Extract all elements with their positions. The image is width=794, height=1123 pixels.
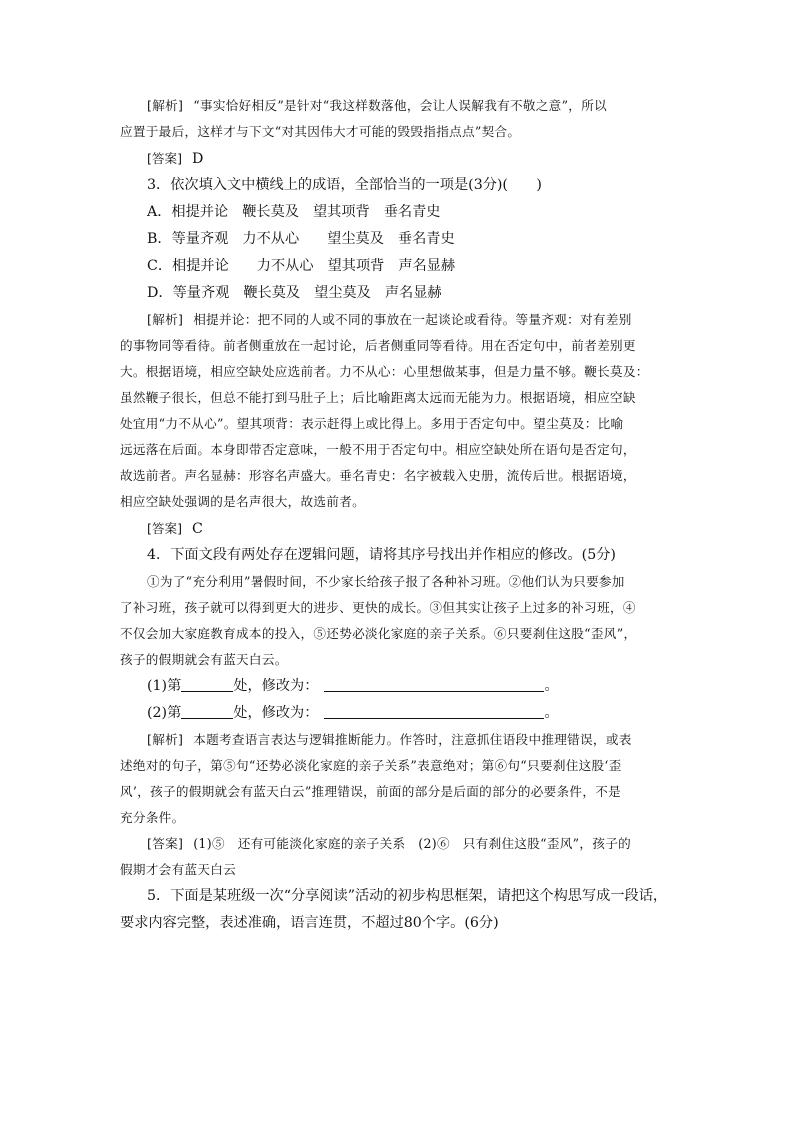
q4-analysis-line: 充分条件。 — [120, 810, 185, 825]
q4-analysis-line: 述绝对的句子，第⑤句“还势必淡化家庭的亲子关系”表意绝对；第⑥句“只要刹住这股‘歪 — [120, 758, 622, 773]
analysis-tag: [解析] — [147, 732, 184, 747]
q4-passage-line: 不仅会加大家庭教育成本的投入，⑤还势必淡化家庭的亲子关系。⑥只要刹住这股“歪风”， — [120, 626, 637, 641]
q4-fill-1: (1)第 处，修改为： 。 — [147, 678, 559, 694]
q2-analysis-line: [解析] “事实恰好相反”是针对“我这样数落他，会让人误解我有不敬之意”，所以 — [147, 98, 607, 113]
document-page — [120, 93, 680, 937]
q3-analysis-line: 虽然鞭子很长，但总不能打到马肚子上；后比喻距离太远而无能为力。根据语境，相应空缺 — [120, 390, 636, 405]
q3-option-b: B．等量齐观 力不从心 望尘莫及 垂名青史 — [147, 231, 455, 247]
q3-option-d: D．等量齐观 鞭长莫及 望尘莫及 声名显赫 — [147, 285, 442, 301]
analysis-tag: [解析] — [147, 312, 184, 327]
q4-passage-line: ①为了“充分利用”暑假时间，不少家长给孩子报了各种补习班。②他们认为只要参加 — [147, 574, 625, 589]
answer-blank[interactable] — [181, 703, 233, 719]
q5-stem-line: 5．下面是某班级一次“分享阅读”活动的初步构思框架，请把这个构思写成一段话， — [147, 888, 668, 904]
q3-analysis-line: 相应空缺处强调的是名声很大，故选前者。 — [120, 494, 365, 509]
q4-analysis-line: 风’，孩子的假期就会有蓝天白云”推理错误，前面的部分是后面的部分的必要条件，不是 — [120, 784, 622, 799]
q3-option-a: A．相提并论 鞭长莫及 望其项背 垂名青史 — [147, 204, 441, 220]
q5-stem-line: 要求内容完整，表述准确，语言连贯，不超过80个字。(6分) — [120, 915, 499, 931]
q4-answer-line: [答案] (1)⑤ 还有可能淡化家庭的亲子关系 (2)⑥ 只有刹住这股“歪风”，孩子的 — [147, 836, 631, 851]
answer-tag: [答案] — [147, 521, 183, 536]
q2-answer: [答案] D — [147, 151, 204, 167]
q3-analysis-line: 远远落在后面。本身即带否定意味，一般不用于否定句中。相应空缺处所在语句是否定句， — [120, 442, 636, 457]
q3-analysis-line: [解析] 相提并论：把不同的人或不同的事放在一起谈论或看待。等量齐观：对有差别 — [147, 312, 632, 327]
q4-stem: 4．下面文段有两处存在逻辑问题，请将其序号找出并作相应的修改。(5分) — [147, 547, 616, 563]
q3-analysis-line: 处宜用“力不从心”。望其项背：表示赶得上或比得上。多用于否定句中。望尘莫及：比喻 — [120, 416, 624, 431]
q3-analysis-line: 的事物同等看待。前者侧重放在一起讨论，后者侧重同等看待。用在否定句中，前者差别更 — [120, 338, 636, 353]
analysis-tag: [解析] — [147, 98, 184, 113]
answer-tag: [答案] — [147, 151, 183, 166]
answer-blank[interactable] — [324, 676, 544, 692]
answer-blank[interactable] — [324, 703, 544, 719]
q4-answer-line: 假期才会有蓝天白云 — [120, 862, 237, 877]
answer-tag: [答案] — [147, 836, 184, 851]
q4-fill-2: (2)第 处，修改为： 。 — [147, 705, 559, 721]
q3-analysis-line: 故选前者。声名显赫：形容名声盛大。垂名青史：名字被载入史册，流传后世。根据语境， — [120, 468, 636, 483]
q2-analysis-line: 应置于最后，这样才与下文“对其因伟大才可能的毁毁指指点点”契合。 — [120, 124, 521, 139]
q4-passage-line: 孩子的假期就会有蓝天白云。 — [120, 652, 288, 667]
q3-stem: 3．依次填入文中横线上的成语，全部恰当的一项是(3分)( ) — [147, 177, 542, 193]
q3-answer: [答案] C — [147, 521, 203, 537]
q4-analysis-line: [解析] 本题考查语言表达与逻辑推断能力。作答时，注意抓住语段中推理错误，或表 — [147, 732, 632, 747]
q3-analysis-line: 大。根据语境，相应空缺处应选前者。力不从心：心里想做某事，但是力量不够。鞭长莫及： — [120, 364, 649, 379]
q4-passage-line: 了补习班，孩子就可以得到更大的进步、更快的成长。③但其实让孩子上过多的补习班，④ — [120, 600, 636, 615]
answer-blank[interactable] — [181, 676, 233, 692]
q3-option-c: C．相提并论 力不从心 望其项背 声名显赫 — [147, 258, 456, 274]
